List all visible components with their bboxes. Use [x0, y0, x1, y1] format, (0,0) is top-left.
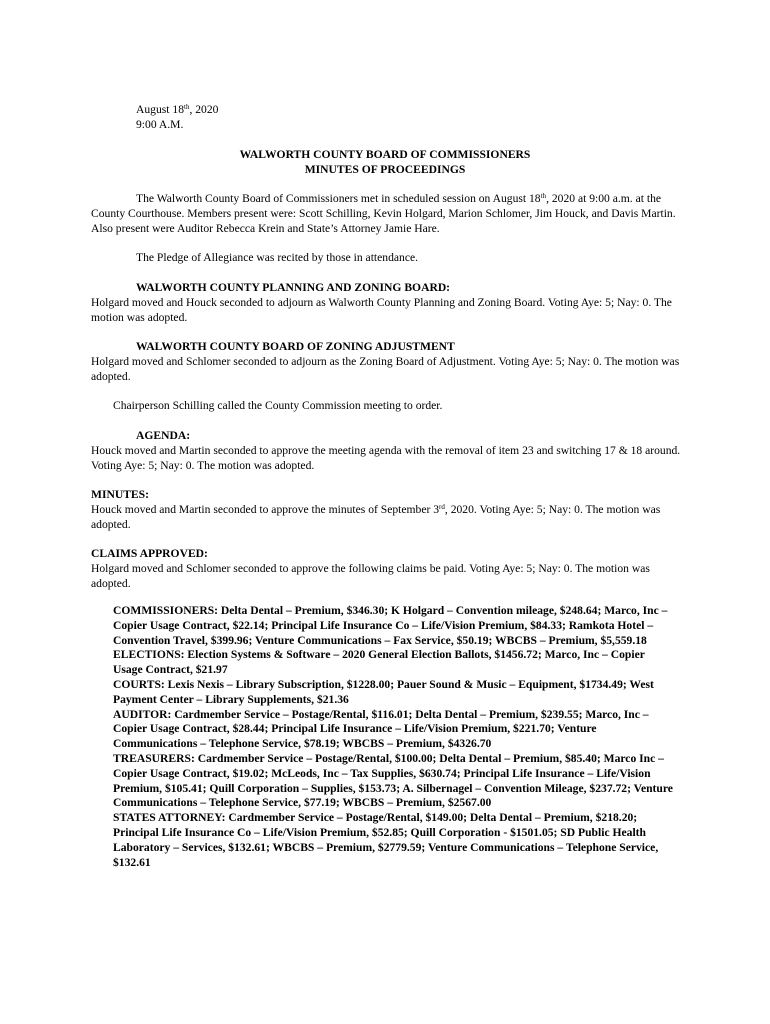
planning-body: Holgard moved and Houck seconded to adjourn as Walworth County Planning and Zoning Board. Voting Aye: 5; Nay: 0. The motion was adopted. [91, 296, 672, 324]
claims-heading: CLAIMS APPROVED: [91, 547, 208, 560]
minutes-heading: MINUTES: [91, 488, 149, 501]
minutes-body: Houck moved and Martin seconded to approve the minutes of September 3rd, 2020. Voting Aye: 5; Nay: 0. The motion was adopted. [91, 503, 661, 531]
claim-entry-auditor: AUDITOR: Cardmember Service – Postage/Rental, $116.01; Delta Dental – Premium, $239.55; Marco, Inc – Copier Usage Contract, $28.44; Principal Life Insurance – Life/Vision Premium, $221.70; Venture Communications – Telephone Service, $78.19; WBCBS – Premium, $4326.70 [113, 707, 649, 751]
planning-heading: WALWORTH COUNTY PLANNING AND ZONING BOARD: [136, 281, 451, 294]
agenda-body: Houck moved and Martin seconded to approve the meeting agenda with the removal of item 23 and switching 17 & 18 around. Voting Aye: 5; Nay: 0. The motion was adopted. [91, 444, 681, 472]
claims-list [113, 604, 677, 870]
document-title: WALWORTH COUNTY BOARD OF COMMISSIONERS [239, 148, 531, 161]
claim-entry-states-attorney: STATES ATTORNEY: Cardmember Service – Postage/Rental, $149.00; Delta Dental – Premium, $218.20; Principal Life Insurance Co – Life/Vision Premium, $52.85; Quill Corporation - $1501.05; SD Public Health Laboratory – Services, $132.61; WBCBS – Premium, $2779.59; Venture Communications – Telephone Service, $132.61 [113, 811, 659, 869]
meeting-time: 9:00 A.M. [136, 118, 184, 131]
pledge-paragraph: The Pledge of Allegiance was recited by those in attendance. [136, 251, 419, 264]
document-subtitle: MINUTES OF PROCEEDINGS [304, 163, 466, 176]
intro-paragraph: The Walworth County Board of Commissioners met in scheduled session on August 18th, 2020 at 9:00 a.m. at the County Courthouse. Members present were: Scott Schilling, Kevin Holgard, Marion Schlomer, Jim Houck, and Davis Martin. Also present were Auditor Rebecca Krein and State’s Attorney Jamie Hare. [91, 192, 676, 235]
zoning-body: Holgard moved and Schlomer seconded to adjourn as the Zoning Board of Adjustment. Voting Aye: 5; Nay: 0. The motion was adopted. [91, 355, 680, 383]
meeting-date: August 18th, 2020 [136, 103, 219, 116]
claim-entry-elections: ELECTIONS: Election Systems & Software – 2020 General Election Ballots, $1456.72; Marco, Inc – Copier Usage Contract, $21.97 [113, 648, 645, 677]
zoning-heading: WALWORTH COUNTY BOARD OF ZONING ADJUSTMENT [136, 340, 455, 353]
claim-entry-courts: COURTS: Lexis Nexis – Library Subscription, $1228.00; Pauer Sound & Music – Equipment, $1734.49; West Payment Center – Library Supplements, $21.36 [113, 677, 654, 706]
agenda-heading: AGENDA: [136, 429, 191, 442]
claim-entry-treasurers: TREASURERS: Cardmember Service – Postage/Rental, $100.00; Delta Dental – Premium, $85.40; Marco Inc – Copier Usage Contract, $19.02; McLeods, Inc – Tax Supplies, $630.74; Principal Life Insurance – Life/Vision Premium, $105.41; Quill Corporation – Supplies, $153.73; A. Silbernagel – Convention Mileage, $237.72; Venture Communications – Telephone Service, $77.19; WBCBS – Premium, $2567.00 [113, 751, 673, 810]
claim-entry-commissioners: COMMISSIONERS: Delta Dental – Premium, $346.30; K Holgard – Convention mileage, $248.64; Marco, Inc – Copier Usage Contract, $22.14; Principal Life Insurance Co – Life/Vision Premium, $84.33; Ramkota Hotel – Convention Travel, $399.96; Venture Communications – Fax Service, $50.19; WBCBS – Premium, $5,559.18 [113, 604, 668, 647]
chair-paragraph: Chairperson Schilling called the County Commission meeting to order. [113, 399, 443, 412]
claims-body: Holgard moved and Schlomer seconded to approve the following claims be paid. Voting Aye: 5; Nay: 0. The motion was adopted. [91, 562, 650, 590]
